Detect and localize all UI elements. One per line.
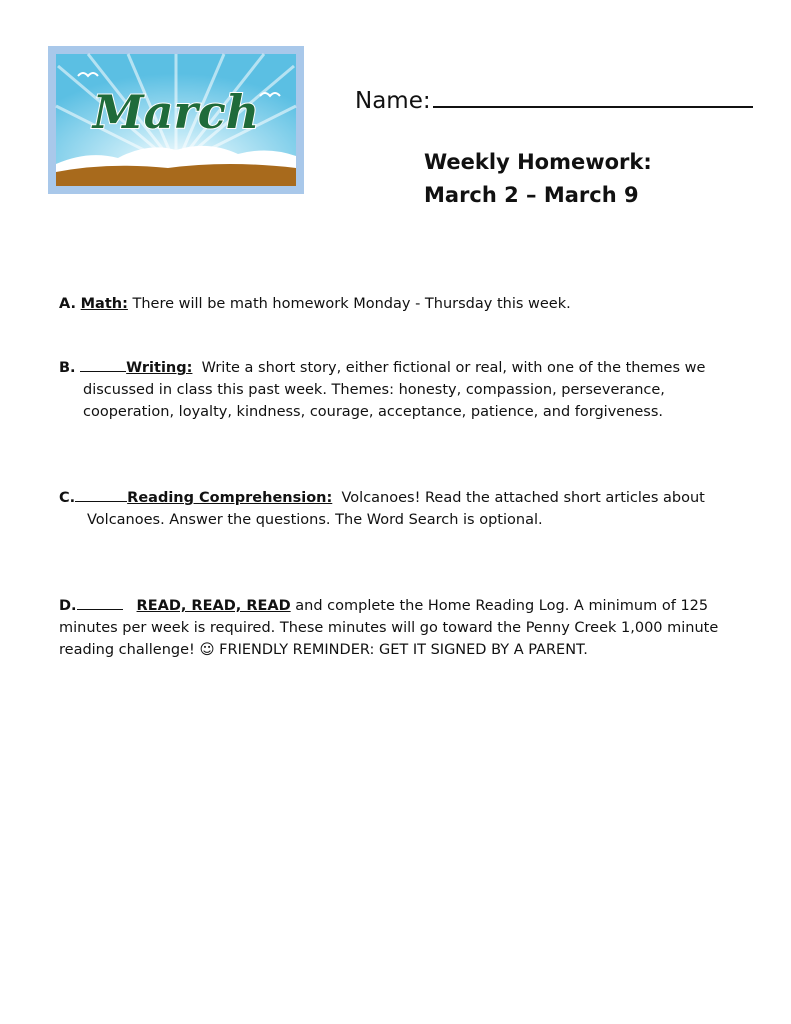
item-a-letter: A. [59,296,76,312]
item-c-line-2: Volcanoes. Answer the questions. The Word Search is optional. [87,512,543,528]
title-line-1: Weekly Homework: [424,150,652,174]
item-c-check-blank [75,488,127,502]
item-c-subject: Reading Comprehension: [127,490,333,506]
item-d-check-blank [77,596,123,610]
homework-item-d [59,595,749,661]
name-field [355,82,753,114]
title-line-2: March 2 – March 9 [424,183,639,207]
item-d-line-3: reading challenge! ☺ FRIENDLY REMINDER: GET IT SIGNED BY A PARENT. [59,642,588,658]
svg-text:March: March [92,85,260,139]
homework-item-b [59,357,749,423]
item-c-line-1: Volcanoes! Read the attached short articles about [341,490,705,506]
name-label: Name: [355,88,431,114]
page-title [424,146,652,212]
item-a-subject: Math: [80,296,128,312]
item-b-subject: Writing: [126,360,193,376]
homework-item-c [59,487,749,531]
item-b-letter: B. [59,360,76,376]
item-d-letter: D. [59,598,77,614]
item-d-line-2: minutes per week is required. These minutes will go toward the Penny Creek 1,000 minute [59,620,719,636]
march-banner-image [48,46,304,194]
name-blank-line [433,82,753,108]
item-a-text: There will be math homework Monday - Thursday this week. [127,296,571,312]
item-b-check-blank [80,358,126,372]
item-b-line-2: discussed in class this past week. Themes: honesty, compassion, perseverance, [83,382,665,398]
item-c-letter: C. [59,490,76,506]
homework-item-a [59,293,749,315]
item-d-subject: READ, READ, READ [136,598,291,614]
item-b-line-3: cooperation, loyalty, kindness, courage, acceptance, patience, and forgiveness. [83,404,664,420]
item-d-line-1: and complete the Home Reading Log. A minimum of 125 [295,598,709,614]
item-b-line-1: Write a short story, either fictional or real, with one of the themes we [201,360,706,376]
